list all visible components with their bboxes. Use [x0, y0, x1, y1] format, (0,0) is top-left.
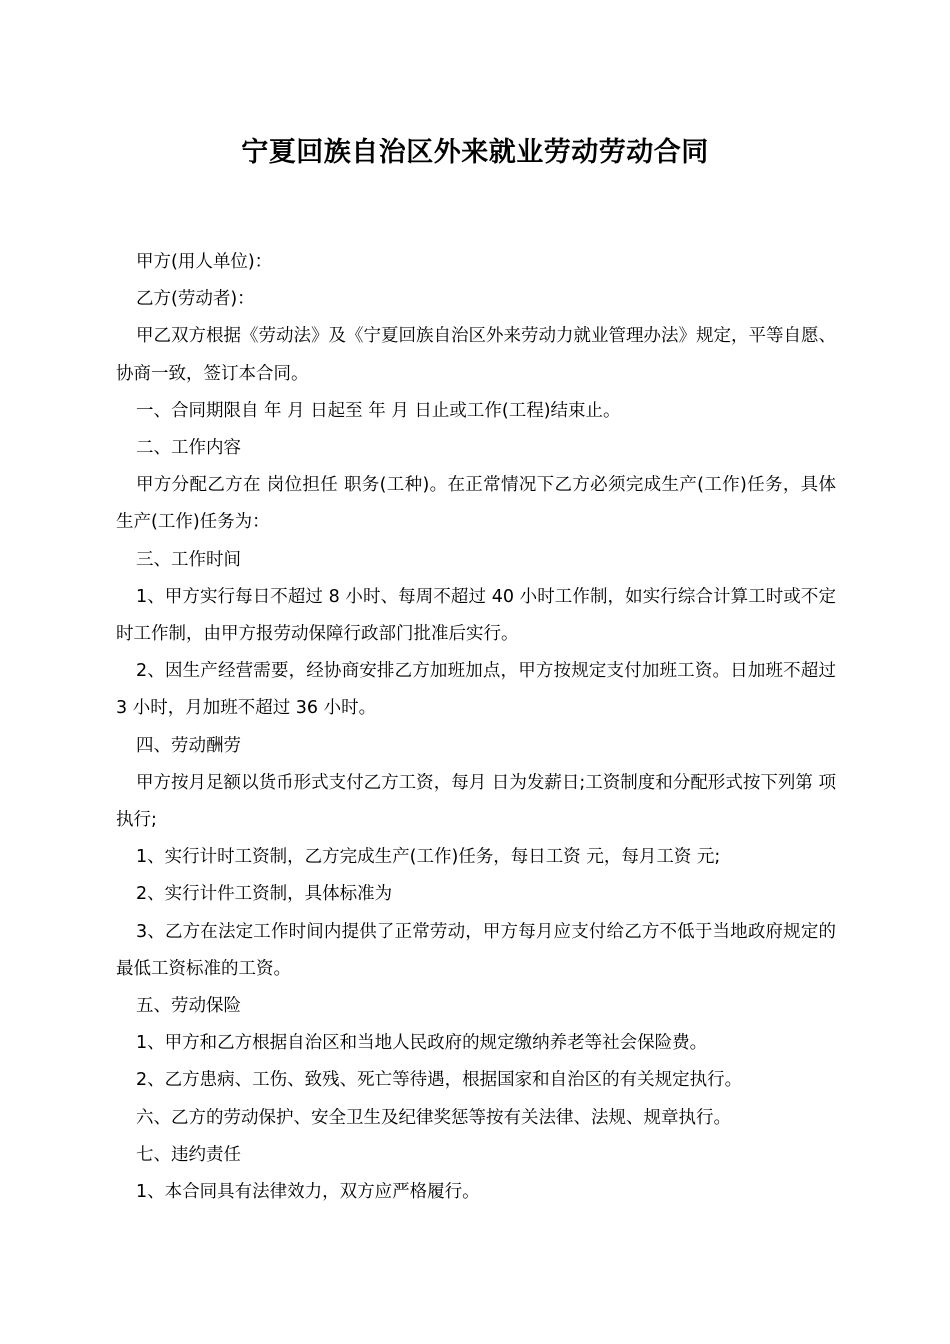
section-3-item-1: 1、甲方实行每日不超过 8 小时、每周不超过 40 小时工作制，如实行综合计算工时或不定时工作制，由甲方报劳动保障行政部门批准后实行。	[116, 586, 836, 645]
section-2-paragraph: 甲方分配乙方在 岗位担任 职务(工种)。在正常情况下乙方必须完成生产(工作)任务，具体生产(工作)任务为：	[116, 475, 836, 533]
section-5-heading: 五、劳动保险	[136, 996, 241, 1017]
section-2-heading: 二、工作内容	[136, 438, 241, 459]
section-5-item-1: 1、甲方和乙方根据自治区和当地人民政府的规定缴纳养老等社会保险费。	[136, 1033, 708, 1054]
party-b-line: 乙方(劳动者)：	[136, 289, 255, 310]
section-4-item-1: 1、实行计时工资制，乙方完成生产(工作)任务，每日工资 元，每月工资 元;	[136, 847, 721, 868]
preamble-paragraph: 甲乙双方根据《劳动法》及《宁夏回族自治区外来劳动力就业管理办法》规定，平等自愿、协商一致，签订本合同。	[116, 326, 836, 384]
section-7-item-1: 1、本合同具有法律效力，双方应严格履行。	[136, 1182, 480, 1203]
section-4-heading: 四、劳动酬劳	[136, 735, 241, 756]
document-body	[116, 244, 836, 1211]
document-title: 宁夏回族自治区外来就业劳动劳动合同	[241, 137, 709, 168]
section-1-term: 一、合同期限自 年 月 日起至 年 月 日止或工作(工程)结束止。	[136, 400, 621, 421]
section-4-item-3: 3、乙方在法定工作时间内提供了正常劳动，甲方每月应支付给乙方不低于当地政府规定的最低工资标准的工资。	[116, 921, 836, 979]
section-4-paragraph: 甲方按月足额以货币形式支付乙方工资，每月 日为发薪日;工资制度和分配形式按下列第 项执行;	[116, 772, 836, 831]
section-3-heading: 三、工作时间	[136, 549, 241, 570]
section-7-heading: 七、违约责任	[136, 1144, 241, 1165]
section-3-item-2: 2、因生产经营需要，经协商安排乙方加班加点，甲方按规定支付加班工资。日加班不超过 3 小时，月加班不超过 36 小时。	[116, 661, 836, 719]
section-5-item-2: 2、乙方患病、工伤、致残、死亡等待遇，根据国家和自治区的有关规定执行。	[136, 1070, 743, 1091]
party-a-line: 甲方(用人单位)：	[136, 252, 273, 272]
section-6-paragraph: 六、乙方的劳动保护、安全卫生及纪律奖惩等按有关法律、法规、规章执行。	[136, 1107, 731, 1128]
section-4-item-2: 2、实行计件工资制，具体标准为	[136, 884, 393, 905]
